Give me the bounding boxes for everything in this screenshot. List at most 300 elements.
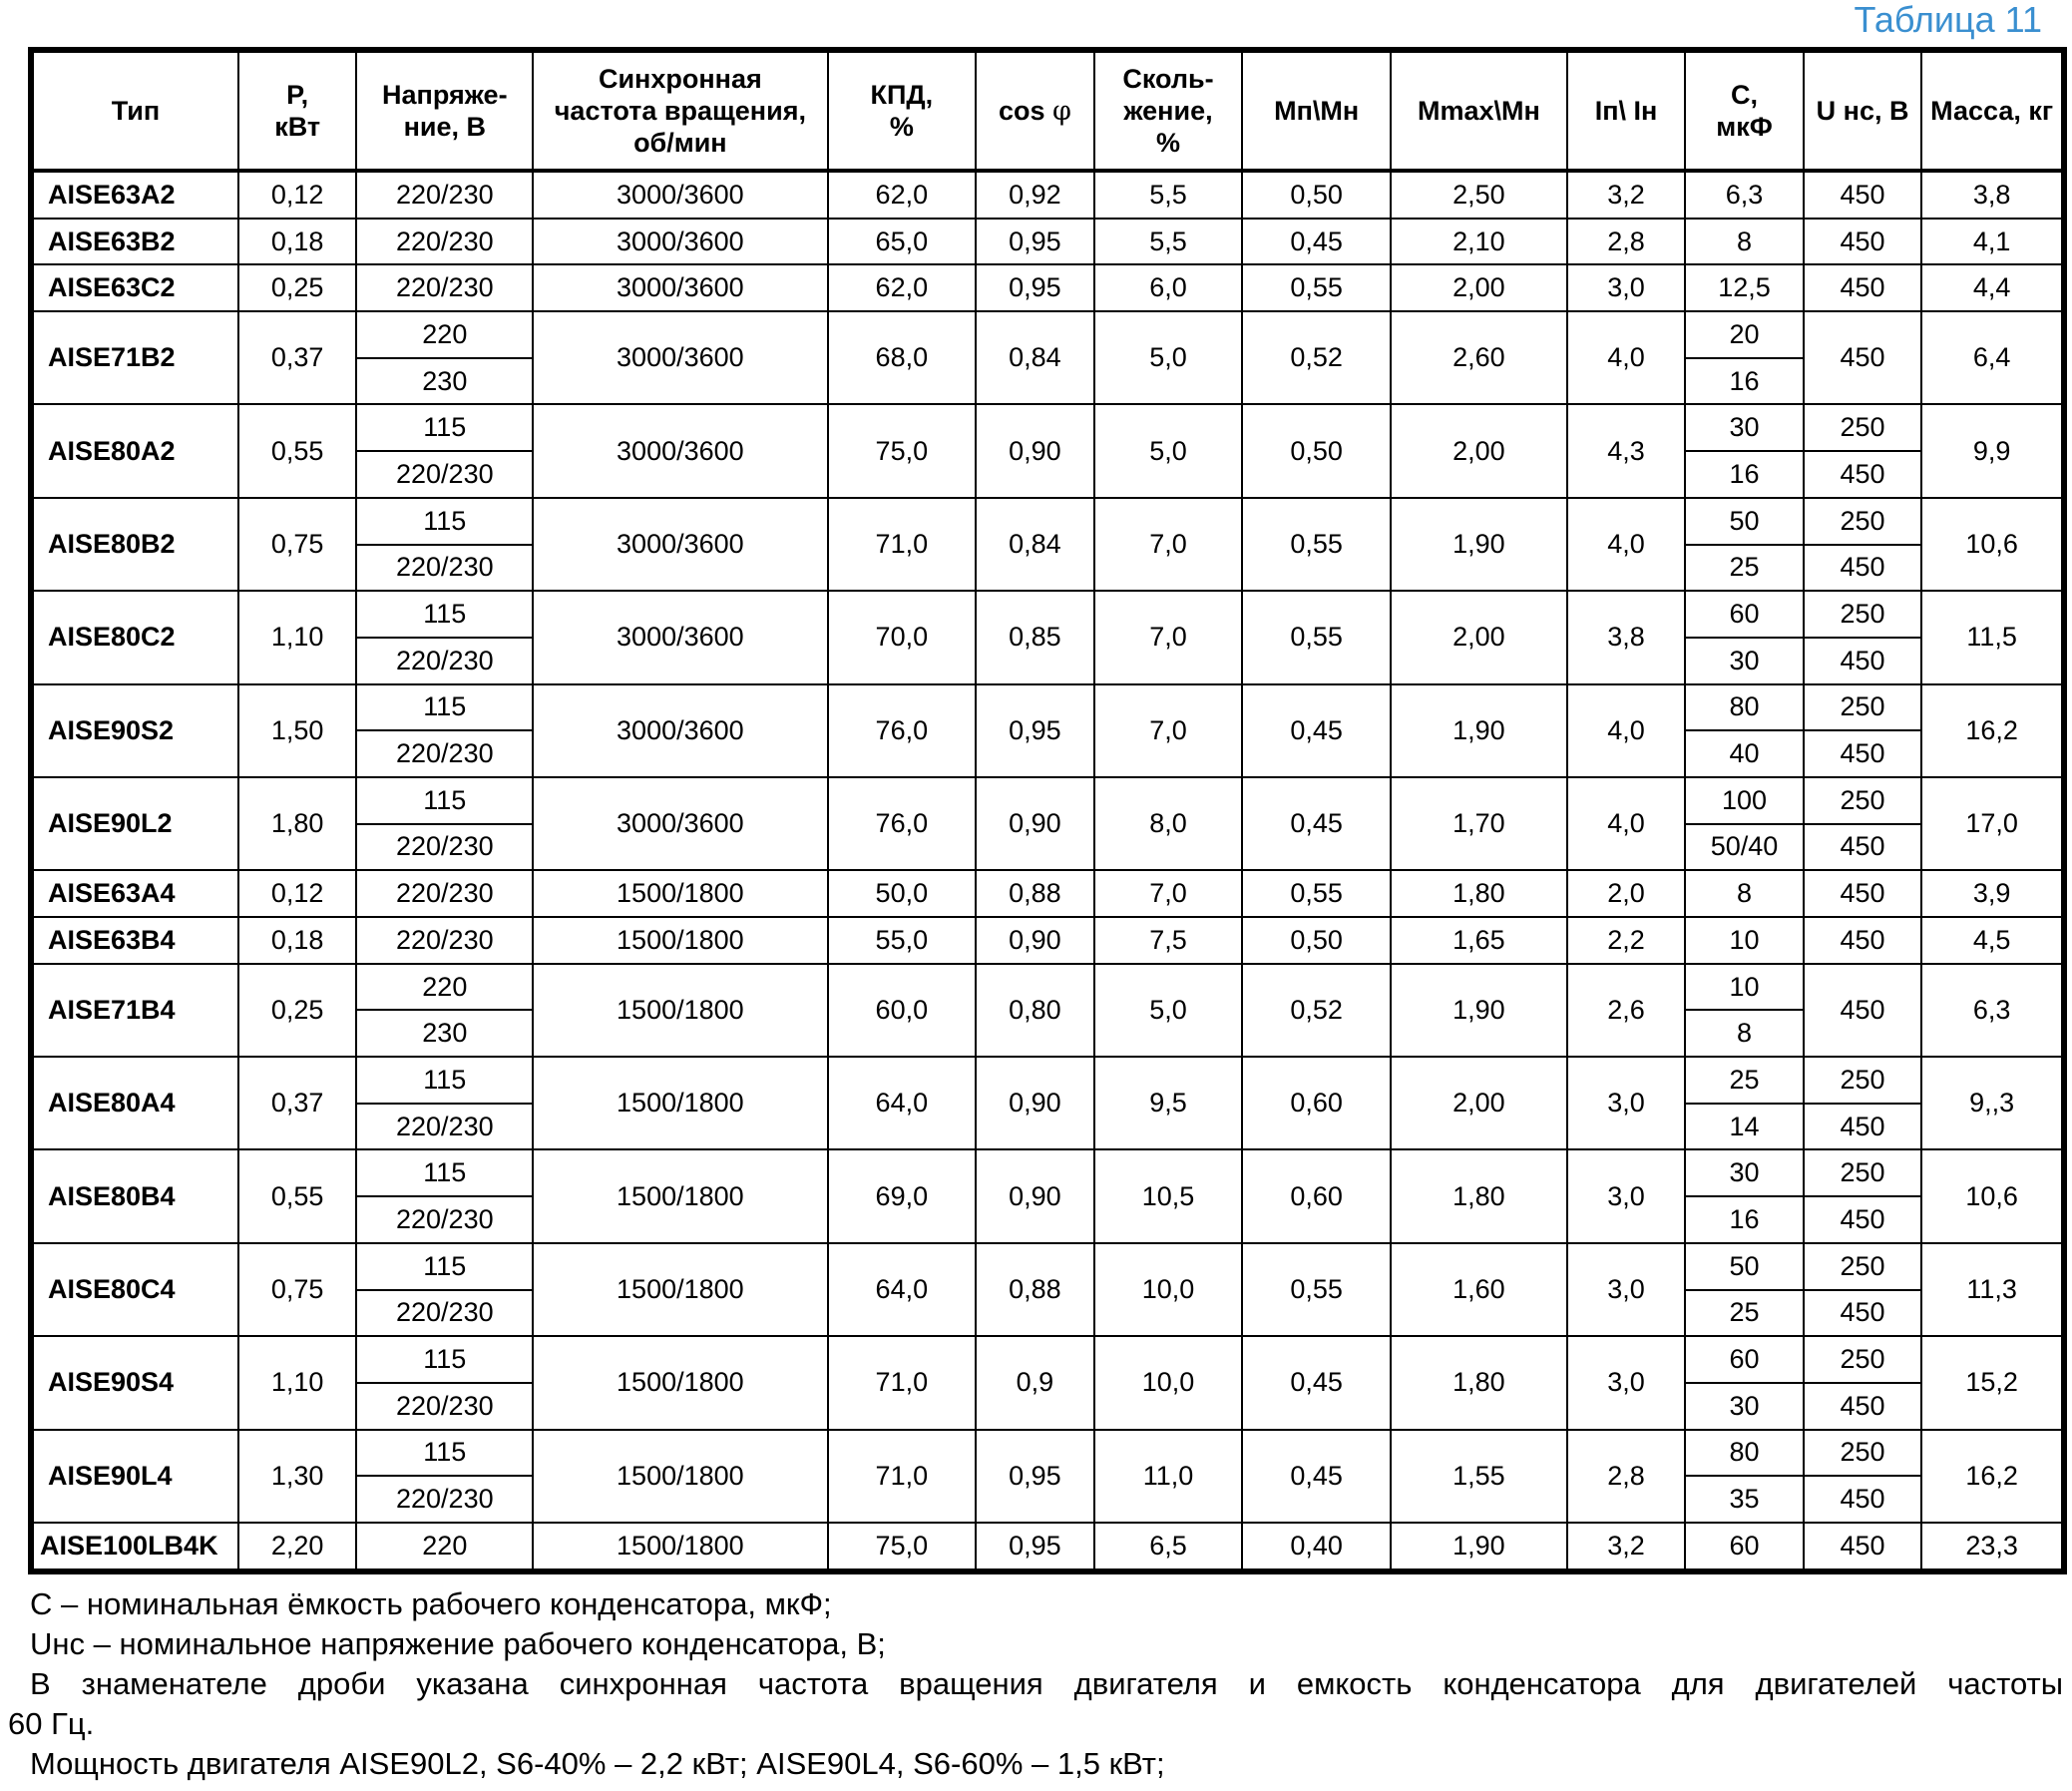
cell-slip: 7,0 [1094, 591, 1243, 683]
cell-type: AISE90S2 [33, 684, 238, 777]
cell-cap-voltage: 450 [1804, 264, 1922, 311]
cell-power: 0,25 [238, 964, 357, 1057]
cell-cap-voltage: 450 [1804, 730, 1922, 777]
cell-max-torque: 2,10 [1391, 219, 1567, 265]
cell-cap-voltage: 250 [1804, 404, 1922, 451]
cell-mass: 9,9 [1921, 404, 2062, 497]
cell-speed: 3000/3600 [533, 311, 827, 404]
cell-power: 0,37 [238, 311, 357, 404]
cell-max-torque: 1,60 [1391, 1243, 1567, 1336]
cell-power: 0,37 [238, 1057, 357, 1149]
cell-start-torque: 0,40 [1242, 1523, 1391, 1569]
cell-slip: 9,5 [1094, 1057, 1243, 1149]
cell-cos-phi: 0,90 [976, 917, 1094, 964]
cell-type: AISE90S4 [33, 1336, 238, 1429]
cell-capacitance: 6,3 [1685, 171, 1804, 219]
cell-capacitance: 10 [1685, 964, 1804, 1011]
cell-voltage: 230 [356, 358, 533, 405]
cell-cap-voltage: 250 [1804, 1336, 1922, 1383]
cell-speed: 3000/3600 [533, 219, 827, 265]
cell-power: 1,30 [238, 1430, 357, 1523]
cell-voltage: 220/230 [356, 545, 533, 592]
cell-mass: 15,2 [1921, 1336, 2062, 1429]
cell-max-torque: 1,90 [1391, 964, 1567, 1057]
cell-voltage: 115 [356, 684, 533, 731]
cell-efficiency: 71,0 [828, 498, 977, 591]
cell-capacitance: 50 [1685, 498, 1804, 545]
cell-max-torque: 2,60 [1391, 311, 1567, 404]
cell-power: 0,18 [238, 917, 357, 964]
cell-type: AISE63B2 [33, 219, 238, 265]
cell-capacitance: 14 [1685, 1104, 1804, 1150]
cell-type: AISE80C2 [33, 591, 238, 683]
cell-start-torque: 0,55 [1242, 591, 1391, 683]
cell-start-current: 2,6 [1567, 964, 1686, 1057]
cell-cap-voltage: 450 [1804, 870, 1922, 917]
cell-max-torque: 1,80 [1391, 1336, 1567, 1429]
cell-slip: 5,0 [1094, 404, 1243, 497]
cell-speed: 3000/3600 [533, 684, 827, 777]
cell-start-torque: 0,45 [1242, 219, 1391, 265]
cell-max-torque: 1,80 [1391, 1149, 1567, 1242]
cell-max-torque: 1,90 [1391, 498, 1567, 591]
cell-start-torque: 0,50 [1242, 917, 1391, 964]
cell-efficiency: 60,0 [828, 964, 977, 1057]
table-row [33, 404, 2062, 451]
cell-voltage: 115 [356, 1057, 533, 1104]
cell-power: 1,50 [238, 684, 357, 777]
cell-speed: 1500/1800 [533, 1336, 827, 1429]
cell-speed: 1500/1800 [533, 1243, 827, 1336]
header-efficiency: КПД, % [828, 52, 977, 171]
header-voltage: Напряже- ние, В [356, 52, 533, 171]
cell-slip: 10,0 [1094, 1243, 1243, 1336]
table-row [33, 311, 2062, 358]
cell-start-torque: 0,45 [1242, 1336, 1391, 1429]
cell-start-torque: 0,52 [1242, 311, 1391, 404]
cell-start-current: 3,2 [1567, 1523, 1686, 1569]
header-cap-voltage: U нс, В [1804, 52, 1922, 171]
cell-efficiency: 65,0 [828, 219, 977, 265]
cell-mass: 4,1 [1921, 219, 2062, 265]
cell-voltage: 115 [356, 1243, 533, 1290]
specs-table-frame [28, 47, 2067, 1574]
cell-speed: 3000/3600 [533, 591, 827, 683]
cell-speed: 3000/3600 [533, 404, 827, 497]
table-notes [8, 1584, 2063, 1784]
table-row [33, 171, 2062, 219]
header-speed: Синхронная частота вращения, об/мин [533, 52, 827, 171]
cell-efficiency: 76,0 [828, 777, 977, 870]
cell-slip: 10,5 [1094, 1149, 1243, 1242]
cell-type: AISE80A2 [33, 404, 238, 497]
cell-max-torque: 2,00 [1391, 264, 1567, 311]
cell-cap-voltage: 250 [1804, 1149, 1922, 1196]
cell-capacitance: 35 [1685, 1476, 1804, 1523]
cell-start-torque: 0,55 [1242, 498, 1391, 591]
cell-cos-phi: 0,95 [976, 264, 1094, 311]
cell-type: AISE100LB4K [33, 1523, 238, 1569]
cell-cap-voltage: 450 [1804, 824, 1922, 871]
cell-start-torque: 0,60 [1242, 1149, 1391, 1242]
cell-capacitance: 30 [1685, 1149, 1804, 1196]
cell-voltage: 220/230 [356, 638, 533, 684]
table-row [33, 1243, 2062, 1290]
cell-start-current: 2,0 [1567, 870, 1686, 917]
cell-voltage: 220/230 [356, 1104, 533, 1150]
cell-cap-voltage: 450 [1804, 545, 1922, 592]
cell-cap-voltage: 250 [1804, 1430, 1922, 1477]
cell-cap-voltage: 250 [1804, 1243, 1922, 1290]
note-denominator: В знаменателе дроби указана синхронная частота вращения двигателя и емкость конденсатора для двигателей частоты [30, 1666, 2063, 1701]
cell-max-torque: 2,00 [1391, 1057, 1567, 1149]
cell-voltage: 220/230 [356, 219, 533, 265]
header-capacitance: С, мкФ [1685, 52, 1804, 171]
cell-efficiency: 70,0 [828, 591, 977, 683]
cell-slip: 6,0 [1094, 264, 1243, 311]
cell-cap-voltage: 450 [1804, 1104, 1922, 1150]
cell-voltage: 220/230 [356, 1476, 533, 1523]
cell-speed: 3000/3600 [533, 171, 827, 219]
cell-slip: 7,0 [1094, 498, 1243, 591]
cell-voltage: 230 [356, 1010, 533, 1057]
cell-type: AISE63A4 [33, 870, 238, 917]
cell-type: AISE63B4 [33, 917, 238, 964]
cell-efficiency: 69,0 [828, 1149, 977, 1242]
cell-cos-phi: 0,95 [976, 1430, 1094, 1523]
cell-cos-phi: 0,88 [976, 1243, 1094, 1336]
cell-cap-voltage: 450 [1804, 964, 1922, 1057]
cell-start-current: 2,8 [1567, 219, 1686, 265]
cell-start-torque: 0,52 [1242, 964, 1391, 1057]
cell-type: AISE63A2 [33, 171, 238, 219]
cell-start-torque: 0,50 [1242, 171, 1391, 219]
cell-speed: 1500/1800 [533, 1149, 827, 1242]
cell-cap-voltage: 450 [1804, 171, 1922, 219]
cell-cap-voltage: 250 [1804, 684, 1922, 731]
cell-mass: 23,3 [1921, 1523, 2062, 1569]
cell-speed: 1500/1800 [533, 1523, 827, 1569]
cell-capacitance: 50/40 [1685, 824, 1804, 871]
cell-slip: 5,5 [1094, 219, 1243, 265]
cell-cos-phi: 0,84 [976, 311, 1094, 404]
header-start-torque: Мп\Мн [1242, 52, 1391, 171]
cell-slip: 11,0 [1094, 1430, 1243, 1523]
cell-start-current: 3,2 [1567, 171, 1686, 219]
cell-efficiency: 68,0 [828, 311, 977, 404]
cell-speed: 1500/1800 [533, 1430, 827, 1523]
cell-voltage: 115 [356, 777, 533, 824]
cell-mass: 11,5 [1921, 591, 2062, 683]
cell-slip: 5,0 [1094, 311, 1243, 404]
cell-voltage: 115 [356, 498, 533, 545]
cell-cap-voltage: 450 [1804, 219, 1922, 265]
cell-speed: 3000/3600 [533, 498, 827, 591]
table-row [33, 498, 2062, 545]
cell-mass: 16,2 [1921, 1430, 2062, 1523]
cell-cos-phi: 0,90 [976, 1057, 1094, 1149]
cell-start-current: 3,0 [1567, 1149, 1686, 1242]
header-type: Тип [33, 52, 238, 171]
cell-efficiency: 71,0 [828, 1336, 977, 1429]
header-row [33, 52, 2062, 171]
cell-capacitance: 12,5 [1685, 264, 1804, 311]
cell-max-torque: 2,00 [1391, 404, 1567, 497]
cell-capacitance: 30 [1685, 404, 1804, 451]
cell-slip: 5,0 [1094, 964, 1243, 1057]
cell-cap-voltage: 450 [1804, 638, 1922, 684]
cell-capacitance: 25 [1685, 545, 1804, 592]
cell-voltage: 220/230 [356, 824, 533, 871]
cell-power: 0,25 [238, 264, 357, 311]
cell-cos-phi: 0,84 [976, 498, 1094, 591]
cell-speed: 3000/3600 [533, 264, 827, 311]
cell-voltage: 220/230 [356, 730, 533, 777]
cell-capacitance: 30 [1685, 1383, 1804, 1430]
cell-type: AISE80B4 [33, 1149, 238, 1242]
cell-capacitance: 8 [1685, 1010, 1804, 1057]
cell-efficiency: 62,0 [828, 264, 977, 311]
cell-cap-voltage: 450 [1804, 311, 1922, 404]
cell-capacitance: 30 [1685, 638, 1804, 684]
cell-start-current: 3,8 [1567, 591, 1686, 683]
cell-mass: 4,5 [1921, 917, 2062, 964]
cell-power: 0,75 [238, 498, 357, 591]
cell-start-torque: 0,45 [1242, 777, 1391, 870]
table-row [33, 917, 2062, 964]
cell-mass: 6,3 [1921, 964, 2062, 1057]
table-row [33, 777, 2062, 824]
cell-start-torque: 0,50 [1242, 404, 1391, 497]
cell-cos-phi: 0,80 [976, 964, 1094, 1057]
table-row [33, 1430, 2062, 1477]
cell-type: AISE71B2 [33, 311, 238, 404]
cell-start-current: 2,2 [1567, 917, 1686, 964]
cell-capacitance: 25 [1685, 1057, 1804, 1104]
cell-efficiency: 64,0 [828, 1243, 977, 1336]
cell-capacitance: 8 [1685, 219, 1804, 265]
cell-capacitance: 10 [1685, 917, 1804, 964]
cell-mass: 10,6 [1921, 498, 2062, 591]
cell-start-torque: 0,60 [1242, 1057, 1391, 1149]
cell-capacitance: 60 [1685, 1523, 1804, 1569]
cell-cap-voltage: 250 [1804, 1057, 1922, 1104]
cell-mass: 9,,3 [1921, 1057, 2062, 1149]
cell-power: 0,55 [238, 404, 357, 497]
cell-voltage: 220/230 [356, 451, 533, 498]
cell-cos-phi: 0,90 [976, 1149, 1094, 1242]
cell-cos-phi: 0,90 [976, 777, 1094, 870]
cell-type: AISE90L2 [33, 777, 238, 870]
cell-voltage: 220/230 [356, 870, 533, 917]
header-mass: Масса, кг [1921, 52, 2062, 171]
cell-speed: 1500/1800 [533, 870, 827, 917]
cell-capacitance: 80 [1685, 1430, 1804, 1477]
cell-max-torque: 1,80 [1391, 870, 1567, 917]
cell-cap-voltage: 450 [1804, 1196, 1922, 1243]
header-start-current: Iп\ Iн [1567, 52, 1686, 171]
cell-max-torque: 1,65 [1391, 917, 1567, 964]
motor-specs-table [32, 51, 2063, 1570]
cell-start-torque: 0,45 [1242, 1430, 1391, 1523]
cell-voltage: 220/230 [356, 1196, 533, 1243]
cell-voltage: 220/230 [356, 1383, 533, 1430]
cell-max-torque: 1,70 [1391, 777, 1567, 870]
cell-voltage: 115 [356, 1149, 533, 1196]
cell-cap-voltage: 450 [1804, 1383, 1922, 1430]
cell-max-torque: 1,55 [1391, 1430, 1567, 1523]
cell-start-current: 4,0 [1567, 777, 1686, 870]
cell-start-current: 4,3 [1567, 404, 1686, 497]
cell-efficiency: 64,0 [828, 1057, 977, 1149]
note-capacitance: С – номинальная ёмкость рабочего конденсатора, мкФ; [30, 1586, 832, 1621]
cell-mass: 16,2 [1921, 684, 2062, 777]
cell-power: 0,12 [238, 171, 357, 219]
cell-mass: 3,9 [1921, 870, 2062, 917]
table-row [33, 964, 2062, 1011]
cell-cap-voltage: 450 [1804, 451, 1922, 498]
cell-slip: 8,0 [1094, 777, 1243, 870]
cell-efficiency: 75,0 [828, 1523, 977, 1569]
cell-start-torque: 0,55 [1242, 870, 1391, 917]
cell-cos-phi: 0,95 [976, 684, 1094, 777]
cell-cos-phi: 0,90 [976, 404, 1094, 497]
cell-start-torque: 0,55 [1242, 264, 1391, 311]
cell-voltage: 220/230 [356, 1290, 533, 1337]
cell-efficiency: 76,0 [828, 684, 977, 777]
cell-slip: 10,0 [1094, 1336, 1243, 1429]
cell-type: AISE80C4 [33, 1243, 238, 1336]
cell-mass: 11,3 [1921, 1243, 2062, 1336]
cell-max-torque: 2,00 [1391, 591, 1567, 683]
header-cos-phi: cos φ [976, 52, 1094, 171]
cell-voltage: 115 [356, 1336, 533, 1383]
cell-type: AISE71B4 [33, 964, 238, 1057]
cell-cap-voltage: 450 [1804, 917, 1922, 964]
cell-slip: 7,0 [1094, 870, 1243, 917]
cell-capacitance: 80 [1685, 684, 1804, 731]
cell-voltage: 220/230 [356, 917, 533, 964]
table-caption: Таблица 11 [1854, 0, 2042, 40]
cell-mass: 17,0 [1921, 777, 2062, 870]
cell-efficiency: 55,0 [828, 917, 977, 964]
cell-voltage: 115 [356, 1430, 533, 1477]
cell-slip: 5,5 [1094, 171, 1243, 219]
cell-start-current: 4,0 [1567, 311, 1686, 404]
table-row [33, 219, 2062, 265]
cell-speed: 1500/1800 [533, 964, 827, 1057]
cell-start-torque: 0,55 [1242, 1243, 1391, 1336]
cell-start-current: 3,0 [1567, 264, 1686, 311]
cell-capacitance: 100 [1685, 777, 1804, 824]
cell-capacitance: 16 [1685, 358, 1804, 405]
cell-slip: 6,5 [1094, 1523, 1243, 1569]
cell-max-torque: 1,90 [1391, 1523, 1567, 1569]
cell-voltage: 115 [356, 591, 533, 638]
cell-type: AISE80B2 [33, 498, 238, 591]
cell-capacitance: 50 [1685, 1243, 1804, 1290]
note-denominator-cont: 60 Гц. [8, 1706, 95, 1741]
cell-mass: 4,4 [1921, 264, 2062, 311]
cell-cap-voltage: 250 [1804, 591, 1922, 638]
cell-voltage: 220 [356, 311, 533, 358]
cell-cap-voltage: 250 [1804, 777, 1922, 824]
cell-start-current: 3,0 [1567, 1243, 1686, 1336]
cell-power: 1,10 [238, 591, 357, 683]
cell-max-torque: 1,90 [1391, 684, 1567, 777]
header-max-torque: Mmax\Мн [1391, 52, 1567, 171]
cell-power: 0,75 [238, 1243, 357, 1336]
table-row [33, 1336, 2062, 1383]
table-row [33, 684, 2062, 731]
cell-cos-phi: 0,95 [976, 1523, 1094, 1569]
header-slip: Сколь- жение, % [1094, 52, 1243, 171]
note-power: Мощность двигателя AISE90L2, S6-40% – 2,2 кВт; AISE90L4, S6-60% – 1,5 кВт; [30, 1746, 1165, 1781]
cell-capacitance: 16 [1685, 1196, 1804, 1243]
cell-mass: 10,6 [1921, 1149, 2062, 1242]
cell-voltage: 220/230 [356, 264, 533, 311]
cell-power: 1,10 [238, 1336, 357, 1429]
cell-mass: 3,8 [1921, 171, 2062, 219]
cell-cos-phi: 0,95 [976, 219, 1094, 265]
cell-cos-phi: 0,92 [976, 171, 1094, 219]
cell-start-current: 3,0 [1567, 1057, 1686, 1149]
cell-voltage: 220/230 [356, 171, 533, 219]
header-power: P, кВт [238, 52, 357, 171]
cell-cos-phi: 0,9 [976, 1336, 1094, 1429]
cell-slip: 7,0 [1094, 684, 1243, 777]
table-row [33, 1057, 2062, 1104]
cell-type: AISE80A4 [33, 1057, 238, 1149]
cell-capacitance: 20 [1685, 311, 1804, 358]
cell-mass: 6,4 [1921, 311, 2062, 404]
cell-start-current: 3,0 [1567, 1336, 1686, 1429]
cell-efficiency: 50,0 [828, 870, 977, 917]
cell-capacitance: 8 [1685, 870, 1804, 917]
cell-start-current: 2,8 [1567, 1430, 1686, 1523]
cell-cap-voltage: 450 [1804, 1523, 1922, 1569]
cell-voltage: 220 [356, 964, 533, 1011]
cell-speed: 1500/1800 [533, 1057, 827, 1149]
cell-power: 1,80 [238, 777, 357, 870]
cell-capacitance: 60 [1685, 1336, 1804, 1383]
cell-start-torque: 0,45 [1242, 684, 1391, 777]
cell-type: AISE63C2 [33, 264, 238, 311]
cell-capacitance: 40 [1685, 730, 1804, 777]
table-row [33, 870, 2062, 917]
cell-type: AISE90L4 [33, 1430, 238, 1523]
cell-start-current: 4,0 [1567, 684, 1686, 777]
note-cap-voltage: Uнс – номинальное напряжение рабочего конденсатора, В; [30, 1626, 886, 1661]
table-row [33, 1523, 2062, 1569]
cell-cap-voltage: 450 [1804, 1290, 1922, 1337]
cell-efficiency: 71,0 [828, 1430, 977, 1523]
cell-capacitance: 16 [1685, 451, 1804, 498]
cell-max-torque: 2,50 [1391, 171, 1567, 219]
cell-voltage: 220 [356, 1523, 533, 1569]
table-row [33, 591, 2062, 638]
cell-start-current: 4,0 [1567, 498, 1686, 591]
cell-power: 0,55 [238, 1149, 357, 1242]
cell-cos-phi: 0,88 [976, 870, 1094, 917]
cell-slip: 7,5 [1094, 917, 1243, 964]
cell-cos-phi: 0,85 [976, 591, 1094, 683]
cell-speed: 3000/3600 [533, 777, 827, 870]
cell-cap-voltage: 250 [1804, 498, 1922, 545]
table-row [33, 264, 2062, 311]
cell-voltage: 115 [356, 404, 533, 451]
cell-speed: 1500/1800 [533, 917, 827, 964]
